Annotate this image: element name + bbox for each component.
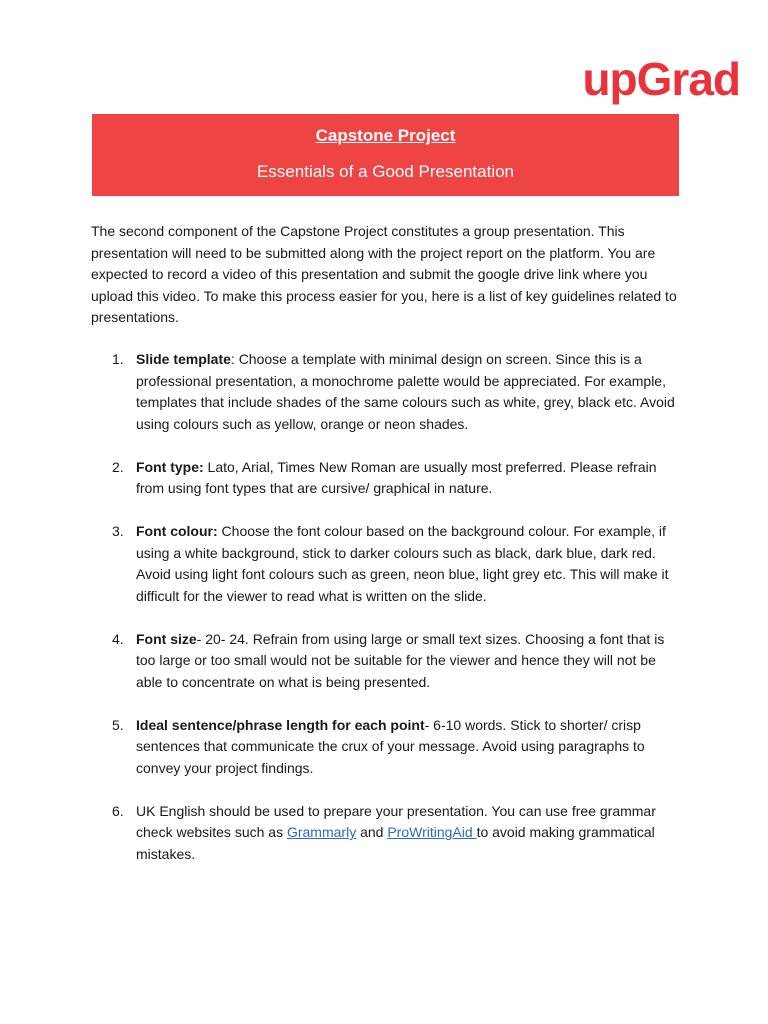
document-title: Capstone Project [315,126,456,145]
item-number: 6. [112,802,124,819]
list-item [92,349,682,435]
grammarly-link[interactable]: Grammarly [286,824,357,840]
list-item [92,457,682,500]
item-text: UK English should be used to prepare your presentation. You can use free grammar check websites such as [136,802,656,840]
list-item [92,629,682,694]
item-term: Font colour: [136,523,218,539]
prowritingaid-link[interactable]: ProWritingAid [387,824,477,840]
item-number: 5. [112,716,124,733]
list-item [92,801,682,866]
item-text: and [356,824,388,840]
document-subtitle: Essentials of a Good Presentation [256,162,515,181]
item-term: Font type: [136,458,204,475]
list-item [92,715,682,780]
item-text: : Choose a template with minimal design on screen. Since this is a professional presentation, a monochrome palette would be appreciated. For example, templates that include shades of the same colours such as white, grey, black etc. Avoid using colours such as yellow, orange or neon shades. [136,351,675,432]
upgrad-logo: upGrad [582,53,740,105]
item-text: to avoid making grammatical mistakes. [136,824,655,862]
item-text: Choose the font colour based on the background colour. For example, if using a white background, stick to darker colours such as black, dark blue, dark red. Avoid using light font colours such as green, neon blue, light grey etc. This will make it difficult for the viewer to read what is written on the slide. [136,523,669,604]
item-term: Slide template [136,351,231,367]
item-number: 2. [112,458,124,475]
item-number: 4. [112,630,124,647]
title-banner [92,114,679,196]
item-term: Font size [136,630,197,647]
item-term: Ideal sentence/phrase length for each point [136,716,425,733]
item-text: - 6-10 words. Stick to shorter/ crisp sentences that communicate the crux of your message. Avoid using paragraphs to convey your project findings. [136,716,645,776]
intro-paragraph: The second component of the Capstone Project constitutes a group presentation. This presentation will need to be submitted along with the project report on the platform. You are expected to record a video of this presentation and submit the google drive link where you upload this video. To make this process easier for you, here is a list of key guidelines related to presentations. [91,223,677,325]
item-text: Lato, Arial, Times New Roman are usually most preferred. Please refrain from using font types that are cursive/ graphical in nature. [136,458,657,496]
item-number: 3. [112,523,124,539]
item-number: 1. [112,351,124,367]
guidelines-list [92,349,682,887]
list-item [92,521,682,607]
item-text: - 20- 24. Refrain from using large or small text sizes. Choosing a font that is too large or too small would not be suitable for the viewer and hence they will not be able to concentrate on what is being presented. [136,630,665,690]
